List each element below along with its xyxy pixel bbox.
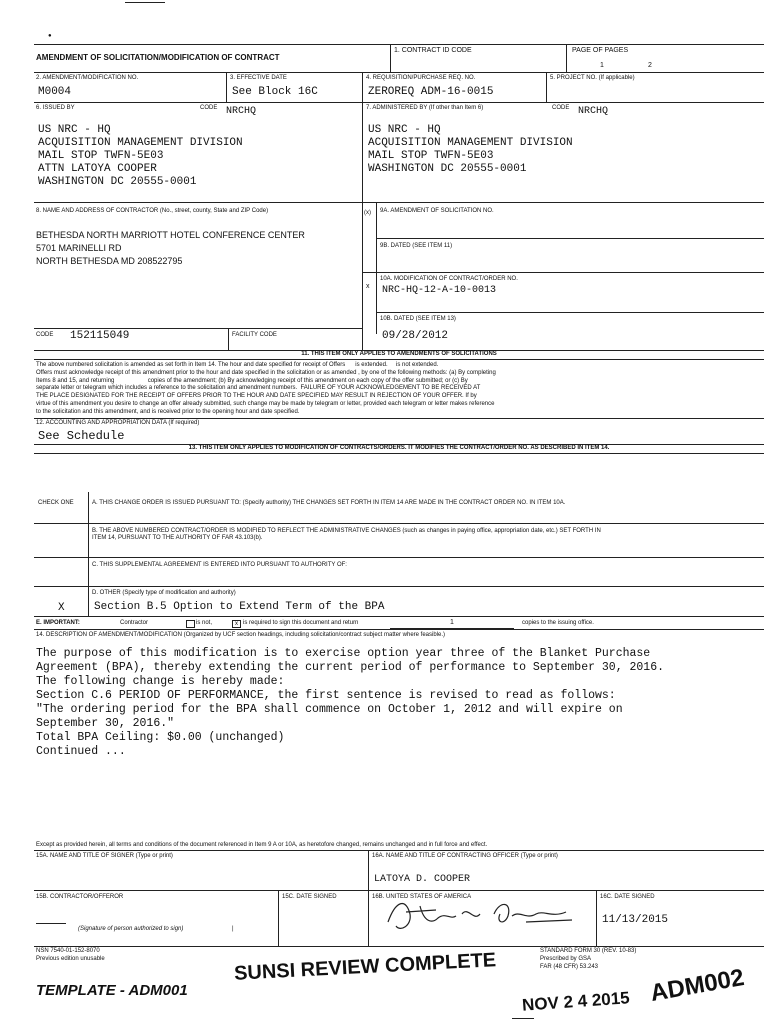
item13c-text: C. THIS SUPPLEMENTAL AGREEMENT IS ENTERED INTO PURSUANT TO AUTHORITY OF:: [92, 562, 347, 568]
copies-text: copies to the issuing office.: [522, 620, 594, 626]
contractor-label: 8. NAME AND ADDRESS OF CONTRACTOR (No., street, county, State and ZIP Code): [36, 208, 269, 214]
standard-form-label: STANDARD FORM 30 (REV. 10-83): [540, 948, 637, 954]
scan-mark: [125, 2, 165, 3]
item11-header: 11. THIS ITEM ONLY APPLIES TO AMENDMENTS OF SOLICITATIONS: [301, 351, 497, 357]
box9a-mark: (x): [364, 210, 371, 216]
page-number: 1: [600, 62, 604, 69]
contractor-code-label: CODE: [36, 332, 54, 338]
item13b-text: B. THE ABOVE NUMBERED CONTRACT/ORDER IS MODIFIED TO REFLECT THE ADMINISTRATIVE CHANGES (such as changes in paying office, appropriation date, etc.) SET FORTH IN ITEM 14, PURSUANT TO THE AUTHORITY OF FAR 43.103(b).: [92, 528, 601, 541]
administered-by-code: NRCHQ: [578, 106, 609, 117]
is-required-text: is required to sign this document and return: [243, 620, 359, 626]
except-text: Except as provided herein, all terms and conditions of the document referenced in Item 9 A or 10A, as heretofore changed, remains unchanged and in full force and effect.: [36, 842, 488, 848]
sunsi-review-stamp: SUNSI REVIEW COMPLETE: [233, 949, 497, 985]
issued-by-address: US NRC - HQ ACQUISITION MANAGEMENT DIVISION MAIL STOP TWFN-5E03 ATTN LATOYA COOPER WASHINGTON DC 20555-0001: [38, 124, 243, 188]
administered-by-address: US NRC - HQ ACQUISITION MANAGEMENT DIVISION MAIL STOP TWFN-5E03 WASHINGTON DC 20555-0001: [368, 124, 573, 175]
modification-contract-label: 10A. MODIFICATION OF CONTRACT/ORDER NO.: [380, 276, 518, 282]
modification-contract-value: NRC-HQ-12-A-10-0013: [382, 285, 497, 296]
req-no-label: 4. REQUISITION/PURCHASE REQ. NO.: [366, 75, 476, 81]
contractor-address: BETHESDA NORTH MARRIOTT HOTEL CONFERENCE CENTER 5701 MARINELLI RD NORTH BETHESDA MD 208522795: [36, 230, 305, 266]
signature-caption: (Signature of person authorized to sign): [78, 926, 184, 932]
contractor-word: Contractor: [120, 620, 149, 626]
req-no-value: ZEROREQ ADM-16-0015: [368, 86, 494, 98]
copies-count: 1: [450, 619, 454, 626]
facility-code-label: FACILITY CODE: [232, 332, 277, 338]
item13a-text: A. THIS CHANGE ORDER IS ISSUED PURSUANT TO: (Specify authority) THE CHANGES SET FORTH IN ITEM 14 ARE MADE IN THE CONTRACT ORDER NO. IN ITEM 10A.: [92, 500, 566, 506]
contracting-officer-label: 16A. NAME AND TITLE OF CONTRACTING OFFICER (Type or print): [372, 853, 558, 859]
usa-label: 16B. UNITED STATES OF AMERICA: [372, 894, 472, 900]
administered-by-label: 7. ADMINISTERED BY (If other than Item 6): [366, 105, 484, 111]
template-stamp: TEMPLATE - ADM001: [36, 982, 188, 999]
amendment-solicitation-label: 9A. AMENDMENT OF SOLICITATION NO.: [380, 208, 494, 214]
mod-no-value: M0004: [38, 86, 72, 98]
description-body: The purpose of this modification is to exercise option year three of the Blanket Purchase Agreement (BPA), thereby extending the current period of performance to September 30, 2016. The following change is hereby made: Section C.6 PERIOD OF PERFORMANCE, the first sentence is revised to read as follows: "The ordering period for the BPA shall commence on October 1, 2012 and will expire on September 30, 2016." Total BPA Ceiling: $0.00 (unchanged) Continued ...: [36, 647, 665, 758]
contracting-officer-name: LATOYA D. COOPER: [374, 874, 471, 885]
important-label: E. IMPORTANT:: [36, 620, 80, 626]
effective-date-value: See Block 16C: [232, 86, 318, 98]
date-stamp: NOV 2 4 2015: [521, 988, 631, 1015]
item13d-value: Section B.5 Option to Extend Term of the BPA: [94, 601, 385, 613]
item11-text: The above numbered solicitation is amended as set forth in Item 14. The hour and date specified for receipt of Offers is extended. is not extended. Offers must acknowledge receipt of this amendment prior to the hour and date specified in the solicitation or as amended , by one of the following methods: (a) By completing Items 8 and 15, and returning copies of the amendment; (b) By acknowledging receipt of this amendment on each copy of the offer submitted; or (c) By separate letter or telegram which includes a reference to the solicitation and amendment numbers. FAILURE OF YOUR ACKNOWLEDGEMENT TO BE RECEIVED AT THE PLACE DESIGNATED FOR THE RECEIPT OF OFFERS PRIOR TO THE HOUR AND DATE SPECIFIED MAY RESULT IN REJECTION OF YOUR OFFER. If by virtue of this amendment you desire to change an offer already submitted, such change may be made by telegram or letter, provided each telegram or letter makes reference to the solicitation and this amendment, and is received prior to the opening hour and date specified.: [36, 362, 496, 415]
issued-by-code: NRCHQ: [226, 106, 257, 117]
previous-edition: Previous edition unusable: [36, 956, 105, 962]
accounting-value: See Schedule: [38, 429, 125, 443]
issued-by-code-label: CODE: [200, 105, 218, 111]
form-title: AMENDMENT OF SOLICITATION/MODIFICATION OF CONTRACT: [36, 53, 280, 62]
admod-stamp: ADM002: [648, 963, 747, 1008]
effective-date-label: 3. EFFECTIVE DATE: [230, 75, 287, 81]
form-top-border: [34, 44, 764, 45]
signer-name-label: 15A. NAME AND TITLE OF SIGNER (Type or print): [36, 853, 173, 859]
item13d-text: D. OTHER (Specify type of modification and authority): [92, 590, 236, 596]
project-no-label: 5. PROJECT NO. (If applicable): [550, 75, 635, 81]
is-not-label: is not,: [196, 620, 213, 626]
contract-id-label: 1. CONTRACT ID CODE: [394, 47, 472, 54]
item13d-mark: X: [58, 602, 65, 614]
pages-total: 2: [648, 62, 652, 69]
box10b-label: 10B. DATED (SEE ITEM 13): [380, 316, 456, 322]
administered-by-code-label: CODE: [552, 105, 570, 111]
signature-caption-tick: |: [232, 926, 234, 932]
mod-no-label: 2. AMENDMENT/MODIFICATION NO.: [36, 75, 139, 81]
bottom-scan-mark: [512, 1018, 534, 1019]
box10a-mark: x: [366, 283, 370, 290]
far-reference: FAR (48 CFR) 53.243: [540, 964, 599, 970]
page-of-pages-label: PAGE OF PAGES: [572, 47, 629, 54]
officer-date-label: 16C. DATE SIGNED: [600, 894, 655, 900]
is-required-checkbox[interactable]: x: [232, 620, 241, 628]
is-not-checkbox[interactable]: [186, 620, 195, 628]
officer-date-value: 11/13/2015: [602, 914, 669, 926]
prescribed-by: Prescribed by GSA: [540, 956, 592, 962]
scan-mark-dot: ●: [48, 33, 52, 39]
contractor-signature-line: [36, 923, 66, 924]
box10b-value: 09/28/2012: [382, 330, 449, 342]
contractor-date-label: 15C. DATE SIGNED: [282, 894, 337, 900]
officer-signature: [376, 892, 586, 938]
description-label: 14. DESCRIPTION OF AMENDMENT/MODIFICATION (Organized by UCF section headings, including solicitation/contract subject matter where feasible.): [36, 632, 446, 638]
issued-by-label: 6. ISSUED BY: [36, 105, 75, 111]
nsn-number: NSN 7540-01-152-8070: [36, 948, 100, 954]
accounting-label: 12. ACCOUNTING AND APPROPRIATION DATA (If required): [36, 420, 200, 426]
contractor-code-value: 152115049: [70, 330, 130, 342]
contractor-offeror-label: 15B. CONTRACTOR/OFFEROR: [36, 894, 124, 900]
item13-header: 13. THIS ITEM ONLY APPLIES TO MODIFICATION OF CONTRACTS/ORDERS. IT MODIFIES THE CONTRACT/ORDER NO. AS DESCRIBED IN ITEM 14.: [188, 445, 610, 451]
box9b-label: 9B. DATED (SEE ITEM 11): [380, 243, 453, 249]
check-one-label: CHECK ONE: [38, 500, 74, 506]
